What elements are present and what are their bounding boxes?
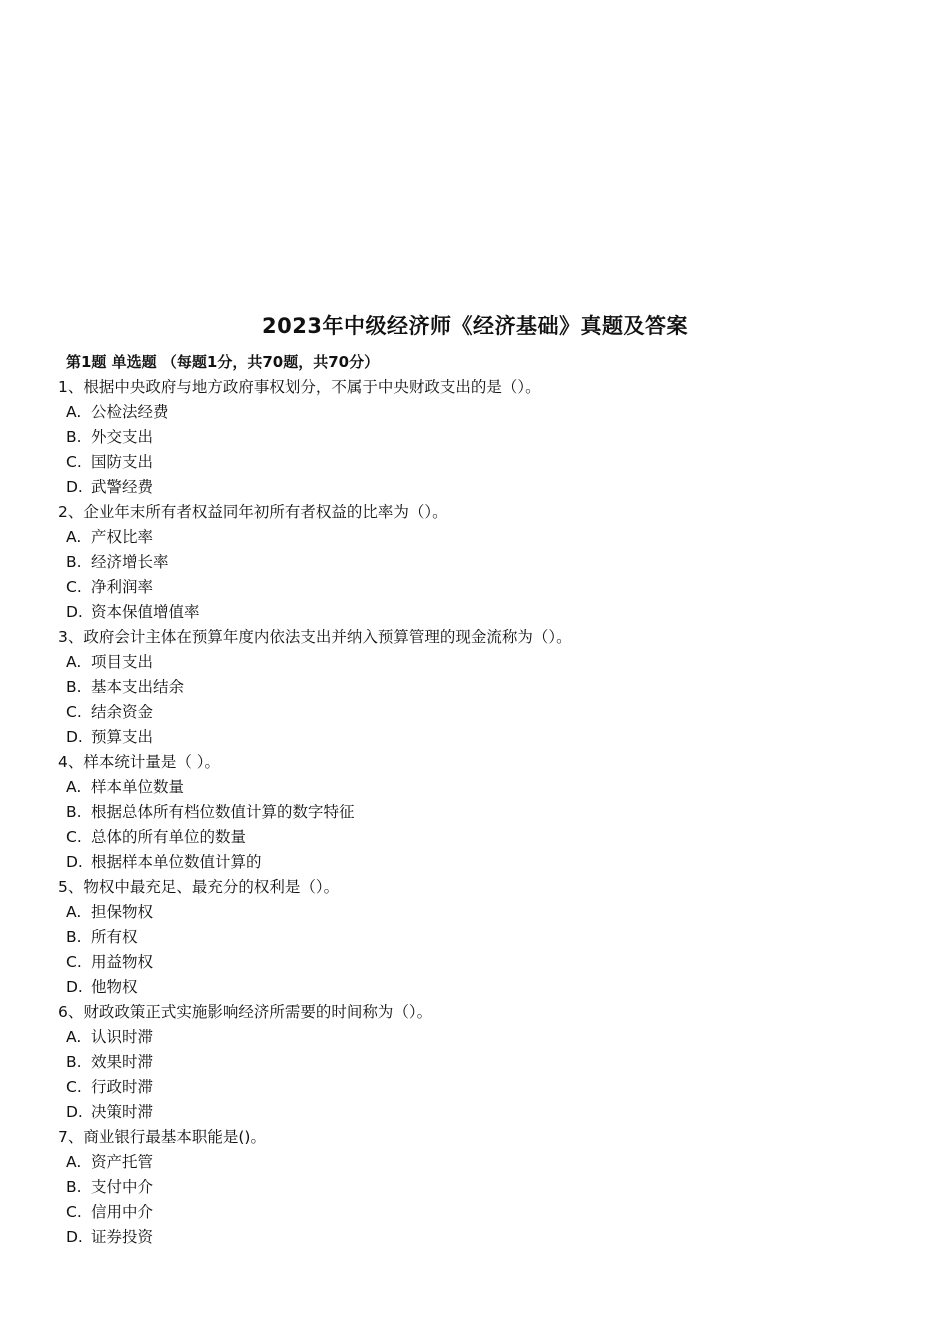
answer-option <box>58 575 918 600</box>
answer-option <box>58 425 918 450</box>
option-text: 经济增长率 <box>91 553 169 571</box>
option-text: 决策时滞 <box>91 1103 154 1121</box>
option-letter: C. <box>66 578 82 596</box>
answer-option <box>58 1150 918 1175</box>
section-header: 第1题 单选题 （每题1分，共70题，共70分） <box>66 353 380 371</box>
answer-option <box>58 450 918 475</box>
answer-option <box>58 775 918 800</box>
option-text: 公检法经费 <box>91 403 169 421</box>
answer-option <box>58 975 918 1000</box>
page-title: 2023年中级经济师《经济基础》真题及答案 <box>262 314 688 338</box>
answer-option <box>58 900 918 925</box>
option-letter: A. <box>66 778 82 796</box>
answer-option <box>58 950 918 975</box>
option-text: 国防支出 <box>91 453 154 471</box>
option-letter: B. <box>66 1053 82 1071</box>
option-text: 认识时滞 <box>91 1028 154 1046</box>
answer-option <box>58 825 918 850</box>
answer-option <box>58 1200 918 1225</box>
answer-option <box>58 675 918 700</box>
option-text: 所有权 <box>91 928 138 946</box>
option-text: 总体的所有单位的数量 <box>91 828 247 846</box>
option-text: 他物权 <box>91 978 138 996</box>
option-letter: D. <box>66 603 83 621</box>
answer-option <box>58 1075 918 1100</box>
answer-option <box>58 1050 918 1075</box>
question-item <box>58 750 918 875</box>
option-letter: D. <box>66 853 83 871</box>
option-letter: B. <box>66 553 82 571</box>
option-text: 证券投资 <box>91 1228 154 1246</box>
question-list <box>58 375 918 1250</box>
option-letter: C. <box>66 453 82 471</box>
option-text: 净利润率 <box>91 578 154 596</box>
answer-option <box>58 800 918 825</box>
option-letter: B. <box>66 803 82 821</box>
option-text: 预算支出 <box>91 728 154 746</box>
option-letter: D. <box>66 978 83 996</box>
option-letter: A. <box>66 653 82 671</box>
option-text: 担保物权 <box>91 903 154 921</box>
question-stem: 5、物权中最充足、最充分的权利是（）。 <box>58 878 340 896</box>
answer-option <box>58 700 918 725</box>
answer-option <box>58 1025 918 1050</box>
answer-option <box>58 400 918 425</box>
question-item <box>58 375 918 500</box>
option-letter: C. <box>66 953 82 971</box>
option-text: 行政时滞 <box>91 1078 154 1096</box>
option-text: 资本保值增值率 <box>91 603 200 621</box>
option-text: 根据总体所有档位数值计算的数字特征 <box>91 803 355 821</box>
option-text: 支付中介 <box>91 1178 154 1196</box>
answer-option <box>58 725 918 750</box>
option-letter: A. <box>66 1153 82 1171</box>
answer-option <box>58 600 918 625</box>
option-text: 项目支出 <box>91 653 154 671</box>
answer-option <box>58 475 918 500</box>
option-text: 基本支出结余 <box>91 678 185 696</box>
option-letter: B. <box>66 678 82 696</box>
question-stem: 3、政府会计主体在预算年度内依法支出并纳入预算管理的现金流称为（）。 <box>58 628 572 646</box>
option-letter: D. <box>66 1103 83 1121</box>
option-letter: B. <box>66 428 82 446</box>
option-text: 样本单位数量 <box>91 778 185 796</box>
answer-option <box>58 925 918 950</box>
answer-option <box>58 525 918 550</box>
answer-option <box>58 1225 918 1250</box>
question-stem: 4、样本统计量是（ ）。 <box>58 753 221 771</box>
option-letter: C. <box>66 1203 82 1221</box>
option-letter: D. <box>66 1228 83 1246</box>
answer-option <box>58 850 918 875</box>
option-text: 外交支出 <box>91 428 154 446</box>
question-item <box>58 500 918 625</box>
option-letter: A. <box>66 1028 82 1046</box>
question-item <box>58 625 918 750</box>
option-letter: C. <box>66 1078 82 1096</box>
option-letter: A. <box>66 528 82 546</box>
question-stem: 7、商业银行最基本职能是()。 <box>58 1128 266 1146</box>
answer-option <box>58 550 918 575</box>
answer-option <box>58 1175 918 1200</box>
answer-option <box>58 650 918 675</box>
option-text: 产权比率 <box>91 528 154 546</box>
option-text: 结余资金 <box>91 703 154 721</box>
question-item <box>58 875 918 1000</box>
option-letter: C. <box>66 828 82 846</box>
option-letter: A. <box>66 903 82 921</box>
option-letter: C. <box>66 703 82 721</box>
option-text: 信用中介 <box>91 1203 154 1221</box>
question-item <box>58 1000 918 1125</box>
option-letter: B. <box>66 928 82 946</box>
question-item <box>58 1125 918 1250</box>
answer-option <box>58 1100 918 1125</box>
option-text: 效果时滞 <box>91 1053 154 1071</box>
option-text: 武警经费 <box>91 478 154 496</box>
option-letter: A. <box>66 403 82 421</box>
option-letter: D. <box>66 478 83 496</box>
option-text: 资产托管 <box>91 1153 154 1171</box>
option-text: 用益物权 <box>91 953 154 971</box>
question-stem: 6、财政政策正式实施影响经济所需要的时间称为（）。 <box>58 1003 433 1021</box>
question-stem: 1、根据中央政府与地方政府事权划分，不属于中央财政支出的是（）。 <box>58 378 541 396</box>
option-letter: B. <box>66 1178 82 1196</box>
option-letter: D. <box>66 728 83 746</box>
question-stem: 2、企业年末所有者权益同年初所有者权益的比率为（）。 <box>58 503 448 521</box>
option-text: 根据样本单位数值计算的 <box>91 853 262 871</box>
